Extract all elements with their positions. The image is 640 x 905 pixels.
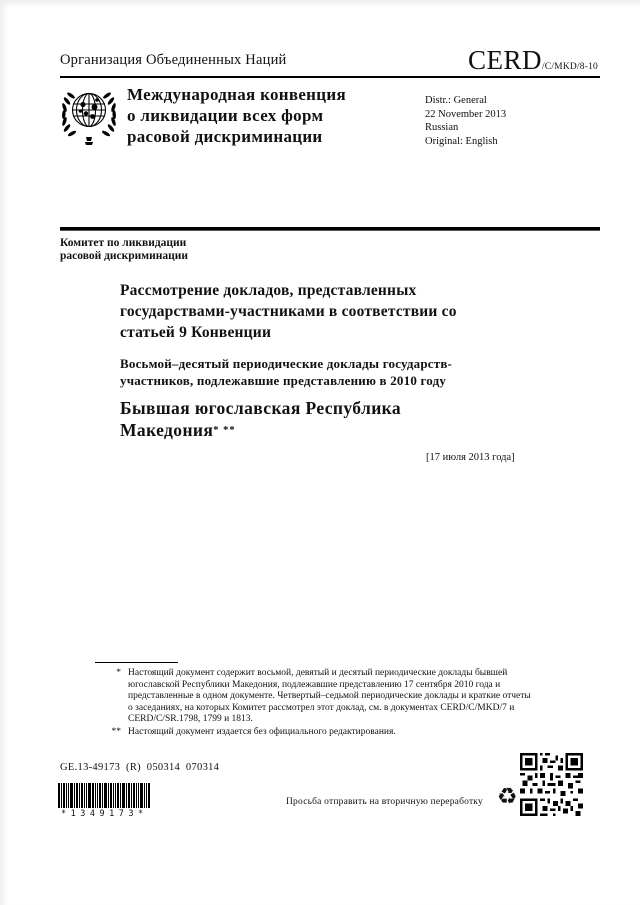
document-symbol-suffix: /C/MKD/8-10 bbox=[541, 62, 598, 72]
section-rule bbox=[60, 227, 600, 231]
footnote-1 bbox=[95, 668, 537, 726]
report-subtitle-line: участников, подлежавшие представлению в 2010 году bbox=[120, 373, 447, 388]
convention-title-line: о ликвидации всех форм bbox=[127, 106, 324, 125]
committee-name-line: Комитет по ликвидации bbox=[60, 237, 187, 249]
org-name: Организация Объединенных Наций bbox=[60, 52, 287, 68]
barcode bbox=[58, 783, 150, 819]
convention-title-line: расовой дискриминации bbox=[127, 127, 323, 146]
country-title-line bbox=[120, 420, 550, 442]
convention-title bbox=[127, 84, 346, 147]
footnote-rule bbox=[95, 662, 178, 663]
distr-type: Distr.: General bbox=[425, 95, 487, 106]
country-title bbox=[120, 398, 550, 441]
footnote-reference-marks: * ** bbox=[213, 424, 236, 436]
report-title-line: статьей 9 Конвенции bbox=[120, 324, 272, 341]
report-subtitle bbox=[120, 355, 550, 389]
distribution-block bbox=[425, 94, 506, 148]
un-emblem-icon bbox=[59, 84, 119, 148]
footnotes bbox=[95, 668, 537, 740]
recycle-note: Просьба отправить на вторичную переработку bbox=[286, 797, 483, 807]
report-title-line: Рассмотрение докладов, представленных bbox=[120, 282, 417, 299]
received-date: [17 июля 2013 года] bbox=[426, 452, 515, 463]
committee-name-line: расовой дискриминации bbox=[60, 250, 189, 262]
footnote-2-marker: ** bbox=[111, 726, 121, 737]
report-subtitle-line: Восьмой–десятый периодические доклады государств- bbox=[120, 356, 453, 371]
document-symbol-main: CERD bbox=[467, 45, 542, 75]
convention-title-line: Международная конвенция bbox=[127, 85, 346, 104]
committee-name bbox=[60, 237, 188, 263]
barcode-bars bbox=[58, 783, 150, 808]
header-rule bbox=[60, 76, 600, 78]
report-title bbox=[120, 280, 550, 343]
footnote-1-text: Настоящий документ содержит восьмой, девятый и десятый периодические доклады бывшей югославской Республики Македония, подлежавшие представлению 17 сентября 2010 года и представленные в одном документе. Четвертый–седьмой периодические доклады и краткие отчеты о заседаниях, на которых Комитет рассмотрел этот доклад, см. в документах CERD/C/MKD/7 и CERD/C/SR.1798, 1799 и 1813. bbox=[128, 668, 531, 725]
ge-document-number: GE.13-49173 (R) 050314 070314 bbox=[60, 762, 220, 773]
distr-date: 22 November 2013 bbox=[425, 108, 507, 120]
country-name: Македония bbox=[120, 419, 214, 440]
recycle-icon: ♻ bbox=[497, 784, 518, 810]
footnote-1-marker: * bbox=[116, 668, 121, 678]
footnote-2 bbox=[95, 727, 537, 739]
footnote-2-text: Настоящий документ издается без официального редактирования. bbox=[128, 726, 396, 737]
document-symbol bbox=[468, 45, 598, 76]
distr-original: Original: English bbox=[425, 135, 498, 147]
country-title-line: Бывшая югославская Республика bbox=[120, 398, 402, 418]
barcode-text: *1349173* bbox=[61, 809, 148, 819]
report-title-line: государствами-участниками в соответствии со bbox=[120, 303, 457, 320]
distr-language: Russian bbox=[425, 122, 459, 133]
qr-code bbox=[520, 753, 583, 816]
